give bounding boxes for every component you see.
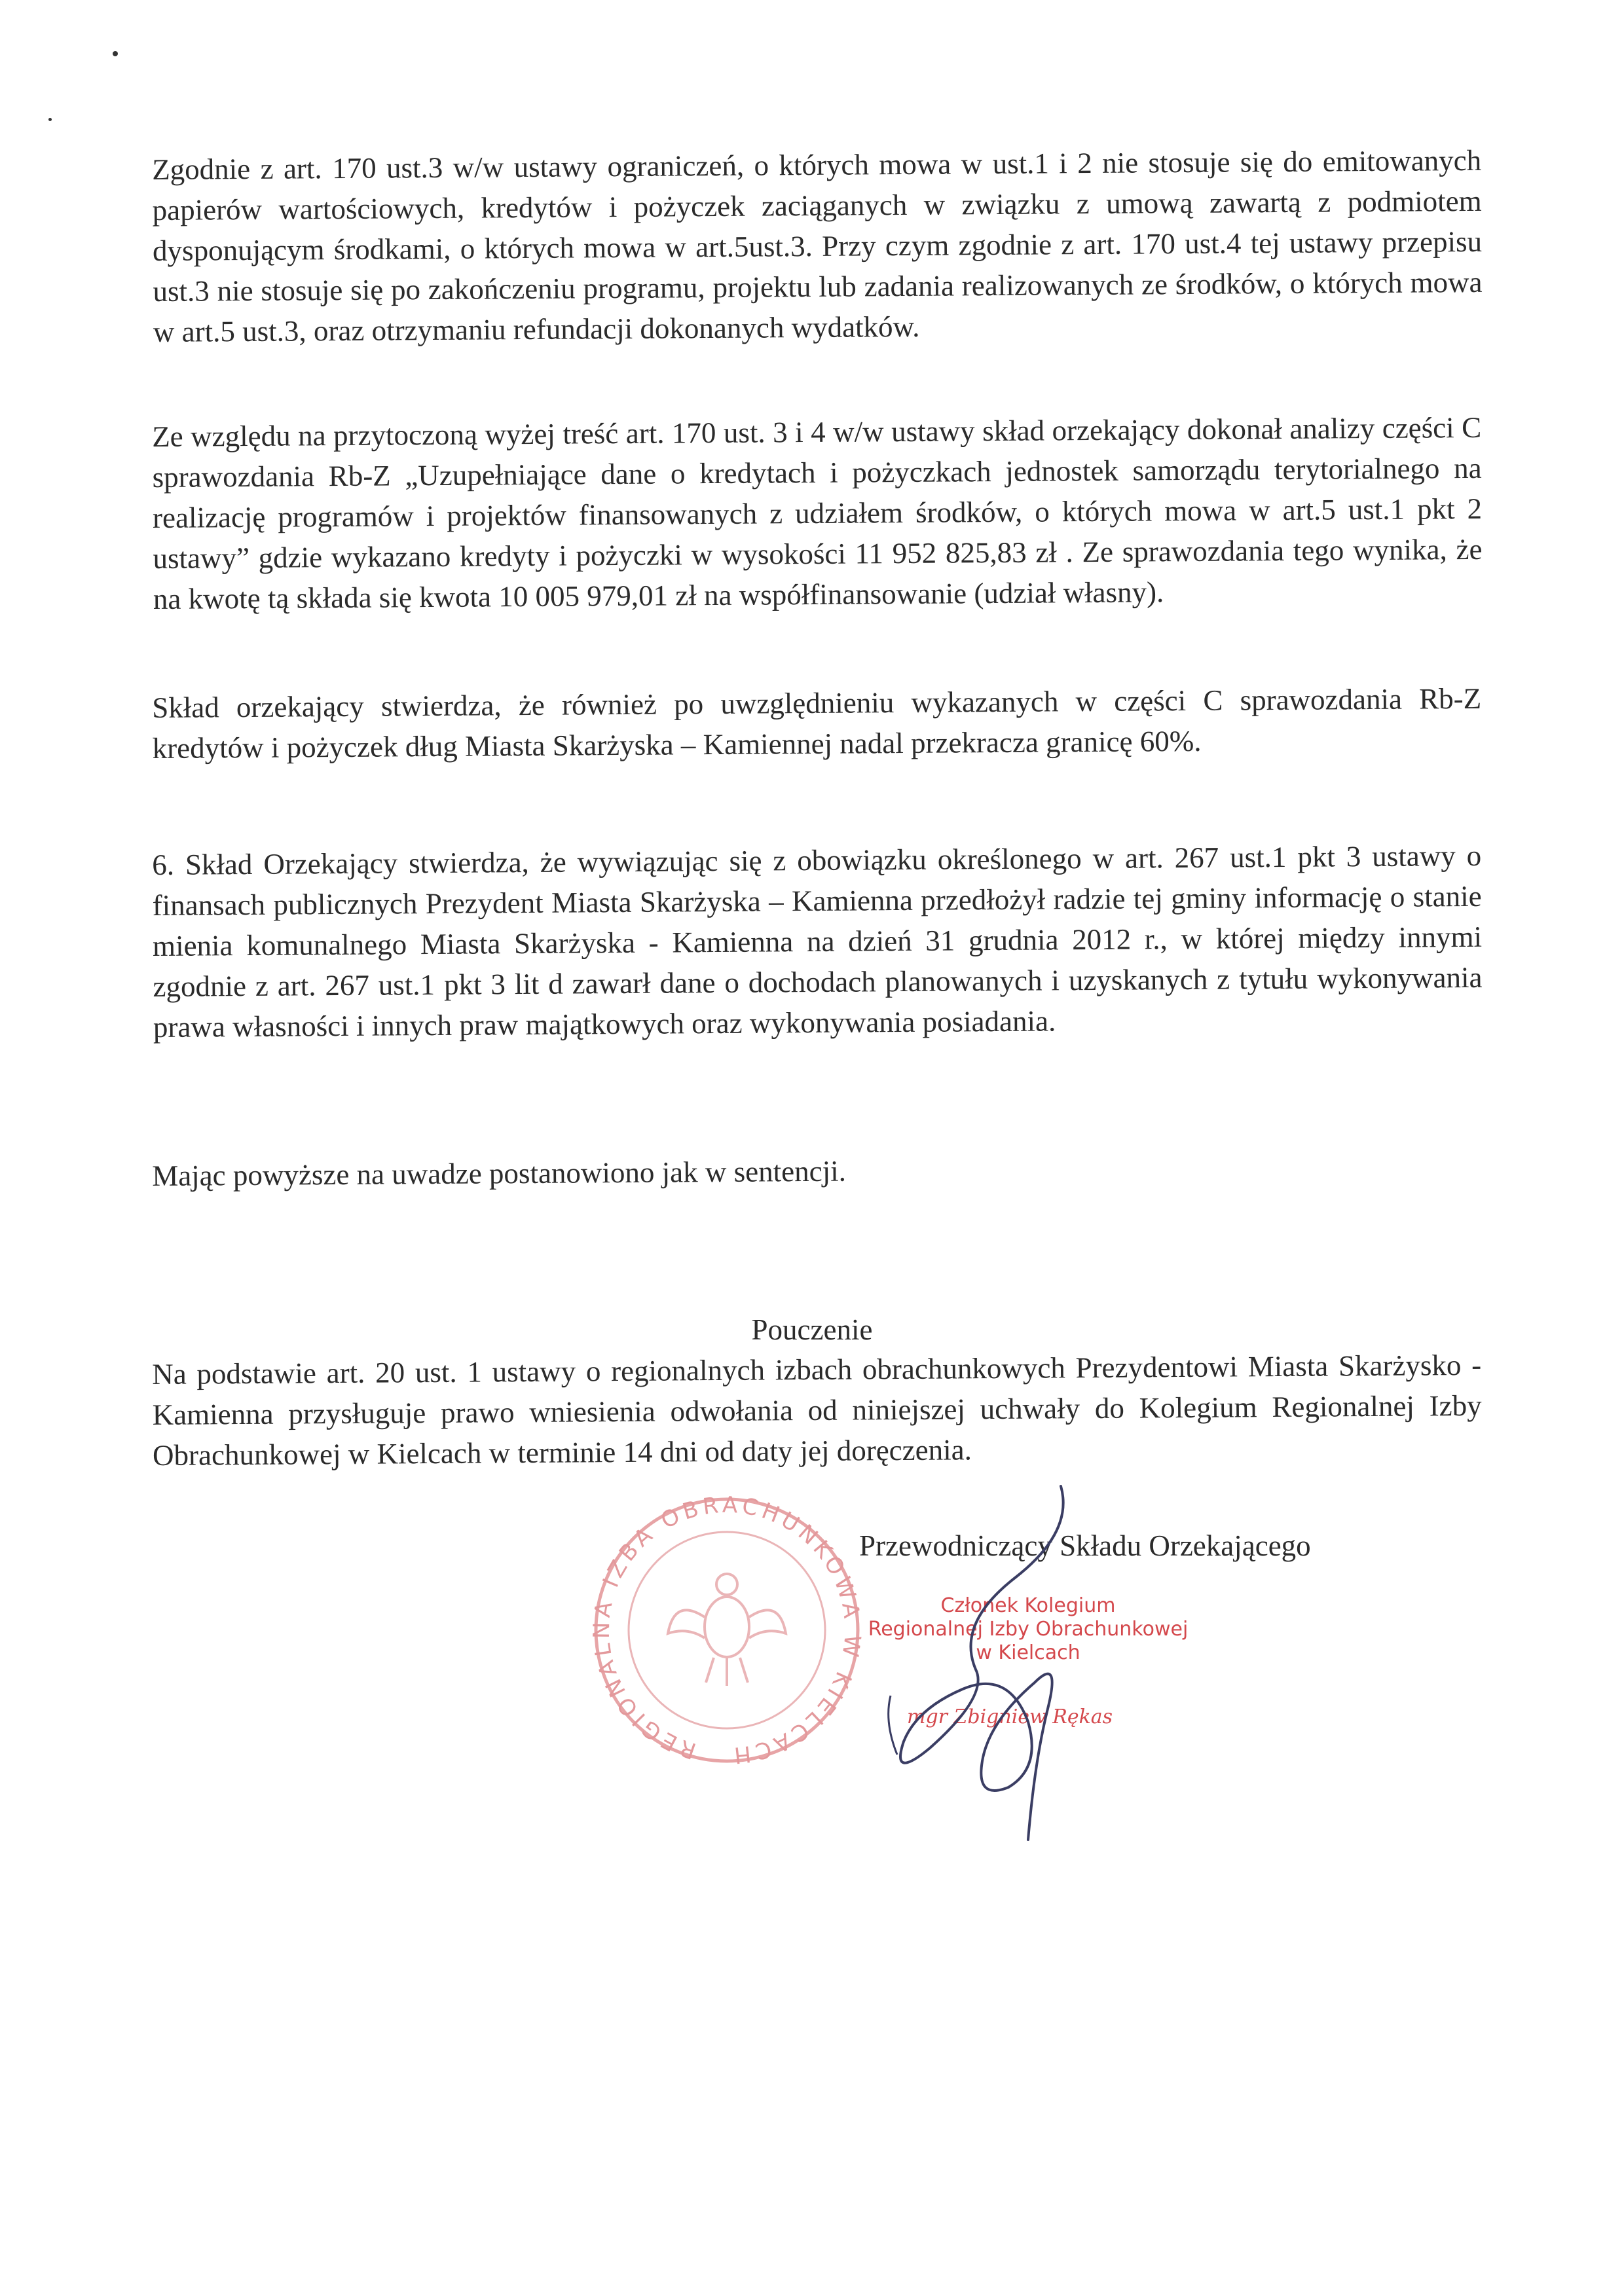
- chairman-title: Przewodniczący Składu Orzekającego: [859, 1529, 1311, 1562]
- instruction-text: Na podstawie art. 20 ust. 1 ustawy o regionalnych izbach obrachunkowych Prezydentowi Miasta Skarżysko - Kamienna przysługuje prawo wniesienia odwołania od niniejszej uchwały do Kolegium Regionalnej Izby Obrachunkowej w Kielcach w terminie 14 dni od daty jej doręczenia.: [152, 1348, 1482, 1472]
- stamp-line: w Kielcach: [976, 1641, 1080, 1664]
- round-seal: [589, 1486, 864, 1774]
- paragraph-art-170: Zgodnie z art. 170 ust.3 w/w ustawy ograniczeń, o których mowa w ust.1 i 2 nie stosuje się do emitowanych papierów wartościowych, kredytów i pożyczek zaciąganych w związku z umową zawartą z podmiotem dysponującym środkami, o których mowa w art.5ust.3. Przy czym zgodnie z art. 170 ust.4 tej ustawy przepisu ust.3 nie stosuje się po zakończeniu programu, projektu lub zadania realizowanych ze środków, o których mowa w art.5 ust.3, oraz otrzymaniu refundacji dokonanych wydatków.: [152, 143, 1483, 348]
- svg-text:REGIONALNA IZBA OBRACHUNKOWA W: [589, 1492, 864, 1769]
- stamp-name: mgr Zbigniew Rękas: [907, 1705, 1113, 1728]
- scan-speck: [113, 51, 118, 56]
- round-seal-text: REGIONALNA IZBA OBRACHUNKOWA W KIELCACH: [589, 1491, 864, 1769]
- handwritten-signature: [877, 1473, 1100, 1853]
- instruction-heading: Pouczenie: [751, 1313, 873, 1346]
- paragraph-resolution: Mając powyższe na uwadze postanowiono jak w sentencji.: [152, 1154, 847, 1192]
- paragraph-point-6: 6. Skład Orzekający stwierdza, że wywiązując się z obowiązku określonego w art. 267 ust.1 pkt 3 ustawy o finansach publicznych Prezydent Miasta Skarżyska – Kamienna przedłożył radzie tej gminy informację o stanie mienia komunalnego Miasta Skarżyska - Kamienna na dzień 31 grudnia 2012 r., w której między innymi zgodnie z art. 267 ust.1 pkt 3 lit d zawarł dane o dochodach planowanych i uzyskanych z tytułu wykonywania prawa własności i innych praw majątkowych oraz wykonywania posiadania.: [152, 839, 1483, 1044]
- scan-speck: [48, 118, 52, 121]
- paragraph-analysis-rbz: Ze względu na przytoczoną wyżej treść art. 170 ust. 3 i 4 w/w ustawy skład orzekający dokonał analizy części C sprawozdania Rb-Z „Uzupełniające dane o kredytach i pożyczkach jednostek samorządu terytorialnego na realizację programów i projektów finansowanych z udziałem środków, o których mowa w art.5 ust.1 pkt 2 ustawy” gdzie wykazano kredyty i pożyczki w wysokości 11 952 825,83 zł . Ze sprawozdania tego wynika, że na kwotę tą składa się kwota 10 005 979,01 zł na współfinansowanie (udział własny).: [152, 410, 1483, 615]
- round-seal-graphic: [589, 1486, 864, 1774]
- stamp-line: Regionalnej Izby Obrachunkowej: [868, 1618, 1189, 1641]
- stamp-line: Członek Kolegium: [940, 1594, 1116, 1617]
- paragraph-debt-conclusion: Skład orzekający stwierdza, że również po uwzględnieniu wykazanych w części C sprawozdania Rb-Z kredytów i pożyczek dług Miasta Skarżyska – Kamiennej nadal przekracza granicę 60%.: [152, 682, 1482, 765]
- eagle-emblem-icon: [668, 1574, 786, 1686]
